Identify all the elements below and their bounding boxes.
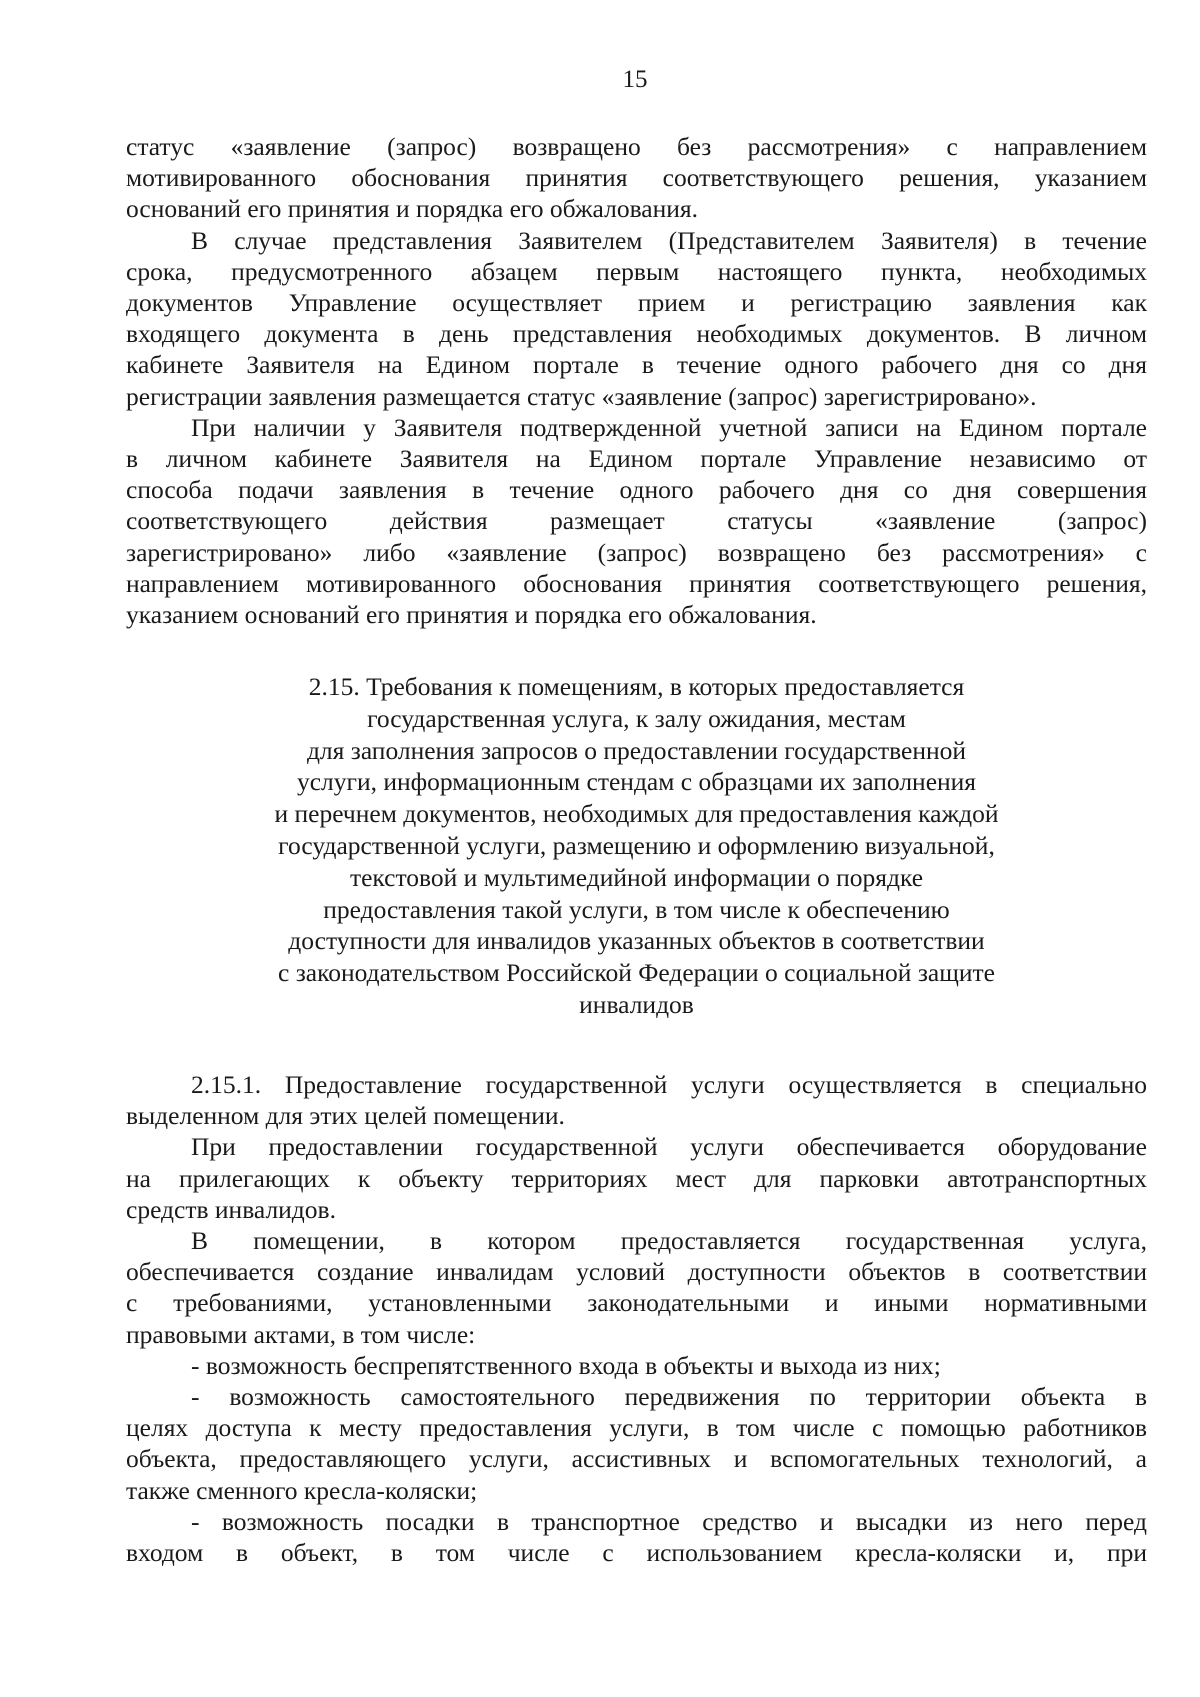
text-line: на прилегающих к объекту территориях мест для парковки автотранспортных (126, 1163, 1147, 1193)
heading-line: государственная услуга, к залу ожидания, местам (367, 703, 906, 733)
text-line: - возможность самостоятельного передвижения по территории объекта в (191, 1382, 1147, 1412)
text-line: в личном кабинете Заявителя на Едином портале Управление независимо от (126, 444, 1147, 474)
text-line: При предоставлении государственной услуги обеспечивается оборудование (191, 1132, 1147, 1162)
heading-line: государственной услуги, размещению и оформлению визуальной, (278, 830, 995, 860)
body-text-top (126, 131, 1147, 630)
text-line: соответствующего действия размещает статусы «заявление (запрос) (126, 506, 1147, 536)
text-line: В помещении, в котором предоставляется государственная услуга, (191, 1226, 1147, 1256)
page-number: 15 (622, 66, 648, 93)
text-line: оснований его принятия и порядка его обжалования. (126, 194, 698, 224)
heading-line: доступности для инвалидов указанных объектов в соответствии (288, 926, 985, 956)
heading-line: 2.15. Требования к помещениям, в которых предоставляется (308, 672, 965, 701)
body-text-bottom (126, 1069, 1147, 1568)
text-line: срока, предусмотренного абзацем первым настоящего пункта, необходимых (126, 256, 1147, 286)
text-line: 2.15.1. Предоставление государственной услуги осуществляется в специально (191, 1070, 1147, 1099)
text-line: способа подачи заявления в течение одного рабочего дня со дня совершения (126, 475, 1147, 505)
text-line: статус «заявление (запрос) возвращено без рассмотрения» с направлением (126, 132, 1147, 161)
text-line: входом в объект, в том числе с использованием кресла-коляски и, при (126, 1538, 1147, 1568)
heading-line: текстовой и мультимедийной информации о порядке (349, 862, 924, 892)
text-line: средств инвалидов. (126, 1194, 336, 1224)
text-line: целях доступа к месту предоставления услуги, в том числе с помощью работников (126, 1413, 1147, 1443)
text-line: правовыми актами, в том числе: (126, 1319, 476, 1349)
text-line: выделенном для этих целей помещении. (126, 1101, 565, 1131)
text-line: объекта, предоставляющего услуги, ассистивных и вспомогательных технологий, а (126, 1444, 1147, 1474)
text-line: При наличии у Заявителя подтвержденной учетной записи на Едином портале (191, 412, 1147, 442)
text-line: кабинете Заявителя на Едином портале в течение одного рабочего дня со дня (126, 350, 1147, 380)
text-line: В случае представления Заявителем (Представителем Заявителя) в течение (191, 225, 1147, 255)
text-line: зарегистрировано» либо «заявление (запрос) возвращено без рассмотрения» с (126, 537, 1147, 567)
text-line: обеспечивается создание инвалидам условий доступности объектов в соответствии (126, 1257, 1147, 1287)
section-heading (126, 671, 1147, 1021)
heading-line: и перечнем документов, необходимых для предоставления каждой (274, 799, 999, 829)
heading-line: инвалидов (579, 989, 694, 1019)
text-line: направлением мотивированного обоснования принятия соответствующего решения, (126, 568, 1147, 598)
heading-line: для заполнения запросов о предоставлении государственной (306, 735, 967, 765)
text-line: мотивированного обоснования принятия соответствующего решения, указанием (126, 163, 1147, 193)
text-line: документов Управление осуществляет прием и регистрацию заявления как (126, 288, 1147, 318)
text-line: - возможность посадки в транспортное средство и высадки из него перед (191, 1506, 1147, 1536)
heading-line: услуги, информационным стендам с образцами их заполнения (296, 767, 977, 797)
text-line: входящего документа в день представления необходимых документов. В личном (126, 319, 1147, 349)
text-line: указанием оснований его принятия и порядка его обжалования. (126, 600, 817, 630)
text-line: регистрации заявления размещается статус «заявление (запрос) зарегистрировано». (126, 381, 1037, 411)
heading-line: предоставления такой услуги, в том числе к обеспечению (323, 894, 950, 924)
heading-line: с законодательством Российской Федерации о социальной защите (278, 958, 995, 988)
text-line: также сменного кресла-коляски; (126, 1475, 478, 1505)
text-line: - возможность беспрепятственного входа в объекты и выхода из них; (191, 1350, 941, 1380)
text-line: с требованиями, установленными законодательными и иными нормативными (126, 1288, 1147, 1318)
